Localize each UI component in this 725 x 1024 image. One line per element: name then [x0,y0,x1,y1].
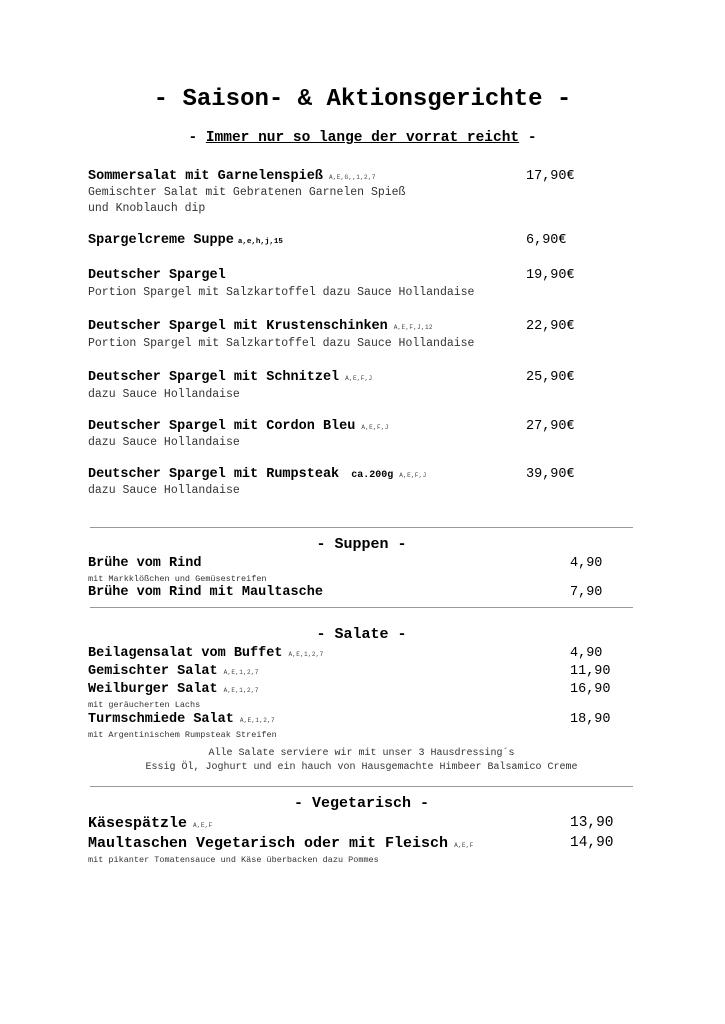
vegetarisch-item-1-price: 14,90 [570,835,614,851]
saison-item-5-desc: dazu Sauce Hollandaise [88,436,240,449]
allergen-codes: A,E,F,J [345,375,373,382]
suppen-item-0-name: Brühe vom Rind [88,556,202,571]
item-name: Deutscher Spargel mit Cordon Bleu [88,419,356,434]
salate-note-1: Alle Salate serviere wir mit unser 3 Hausdressing´s [208,748,515,759]
divider [90,527,633,528]
allergen-codes: A,E,1,2,7 [223,669,259,676]
allergen-codes: A,E,1,2,7 [239,717,275,724]
item-name: Sommersalat mit Garnelenspieß [88,169,323,184]
vegetarisch-item-1-name [88,835,474,852]
saison-item-6-desc: dazu Sauce Hollandaise [88,484,240,497]
suppen-item-1-price: 7,90 [570,585,603,600]
item-name: Turmschmiede Salat [88,712,234,727]
salate-item-2-desc: mit geräucherten Lachs [88,700,201,710]
saison-item-0-name [88,169,376,184]
saison-item-2-name: Deutscher Spargel [88,268,226,283]
saison-item-4-price: 25,90€ [526,370,575,385]
saison-item-4-name [88,370,372,385]
salate-item-2-price: 16,90 [570,682,611,697]
page-subtitle [0,130,725,146]
saison-item-4-desc: dazu Sauce Hollandaise [88,388,240,401]
allergen-codes: A,E,F,J,12 [393,324,433,331]
saison-item-0-desc: Gemischter Salat mit Gebratenen Garnelen Spieß [88,186,406,199]
subtitle-prefix: - [188,130,198,146]
item-name: Maultaschen Vegetarisch oder mit Fleisch [88,835,449,852]
item-name: Beilagensalat vom Buffet [88,646,283,661]
suppen-item-0-price: 4,90 [570,556,603,571]
saison-item-2-desc: Portion Spargel mit Salzkartoffel dazu Sauce Hollandaise [88,286,475,299]
item-name: Deutscher Spargel mit Rumpsteak [88,467,340,482]
salate-item-3-desc: mit Argentinischem Rumpsteak Streifen [88,730,277,740]
saison-item-1-name [88,233,283,248]
item-name: Käsespätzle [88,815,188,832]
divider [90,786,633,787]
weight-note: ca.200g [351,470,394,481]
allergen-codes: A,E,1,2,7 [223,687,259,694]
saison-item-5-price: 27,90€ [526,419,575,434]
saison-item-0-price: 17,90€ [526,169,575,184]
saison-item-6-price: 39,90€ [526,467,575,482]
subtitle-suffix: - [527,130,537,146]
suppen-item-0-desc: mit Markklößchen und Gemüsestreifen [88,574,267,584]
section-title-salate: - Salate - [316,626,407,643]
salate-item-2-name [88,682,259,697]
page-title: - Saison- & Aktionsgerichte - [153,86,572,113]
allergen-codes: A,E,F [454,842,474,849]
salate-item-1-name [88,664,259,679]
saison-item-3-desc: Portion Spargel mit Salzkartoffel dazu Sauce Hollandaise [88,337,475,350]
item-name: Deutscher Spargel mit Schnitzel [88,370,340,385]
salate-item-1-price: 11,90 [570,664,611,679]
item-name: Deutscher Spargel mit Krustenschinken [88,319,388,334]
allergen-codes: A,E,F,J [399,472,427,479]
allergen-codes: A,E,G,,1,2,7 [328,174,376,181]
vegetarisch-item-0-name [88,815,213,832]
salate-item-3-name [88,712,275,727]
allergen-codes: A,E,F [193,822,213,829]
divider [90,607,633,608]
allergen-codes: A,E,1,2,7 [288,651,324,658]
item-name: Gemischter Salat [88,664,218,679]
salate-note-2: Essig Öl, Joghurt und ein hauch von Hausgemachte Himbeer Balsamico Creme [145,762,578,773]
saison-item-0-desc2: und Knoblauch dip [88,202,206,215]
salate-item-3-price: 18,90 [570,712,611,727]
saison-item-3-price: 22,90€ [526,319,575,334]
allergen-codes: a,e,h,j,15 [237,238,283,246]
saison-item-3-name [88,319,433,334]
suppen-item-1-name: Brühe vom Rind mit Maultasche [88,585,323,600]
item-name: Weilburger Salat [88,682,218,697]
allergen-codes: A,E,F,J [361,424,389,431]
item-name: Spargelcreme Suppe [88,233,234,248]
section-title-vegetarisch: - Vegetarisch - [293,795,430,812]
saison-item-2-price: 19,90€ [526,268,575,283]
saison-item-6-name [88,467,427,482]
vegetarisch-item-0-price: 13,90 [570,815,614,831]
section-title-suppen: - Suppen - [316,536,407,553]
saison-item-5-name [88,419,389,434]
subtitle-text: Immer nur so lange der vorrat reicht [205,130,520,146]
vegetarisch-item-1-desc: mit pikanter Tomatensauce und Käse überbacken dazu Pommes [88,855,379,865]
saison-item-1-price: 6,90€ [526,233,567,248]
salate-item-0-price: 4,90 [570,646,603,661]
salate-item-0-name [88,646,324,661]
